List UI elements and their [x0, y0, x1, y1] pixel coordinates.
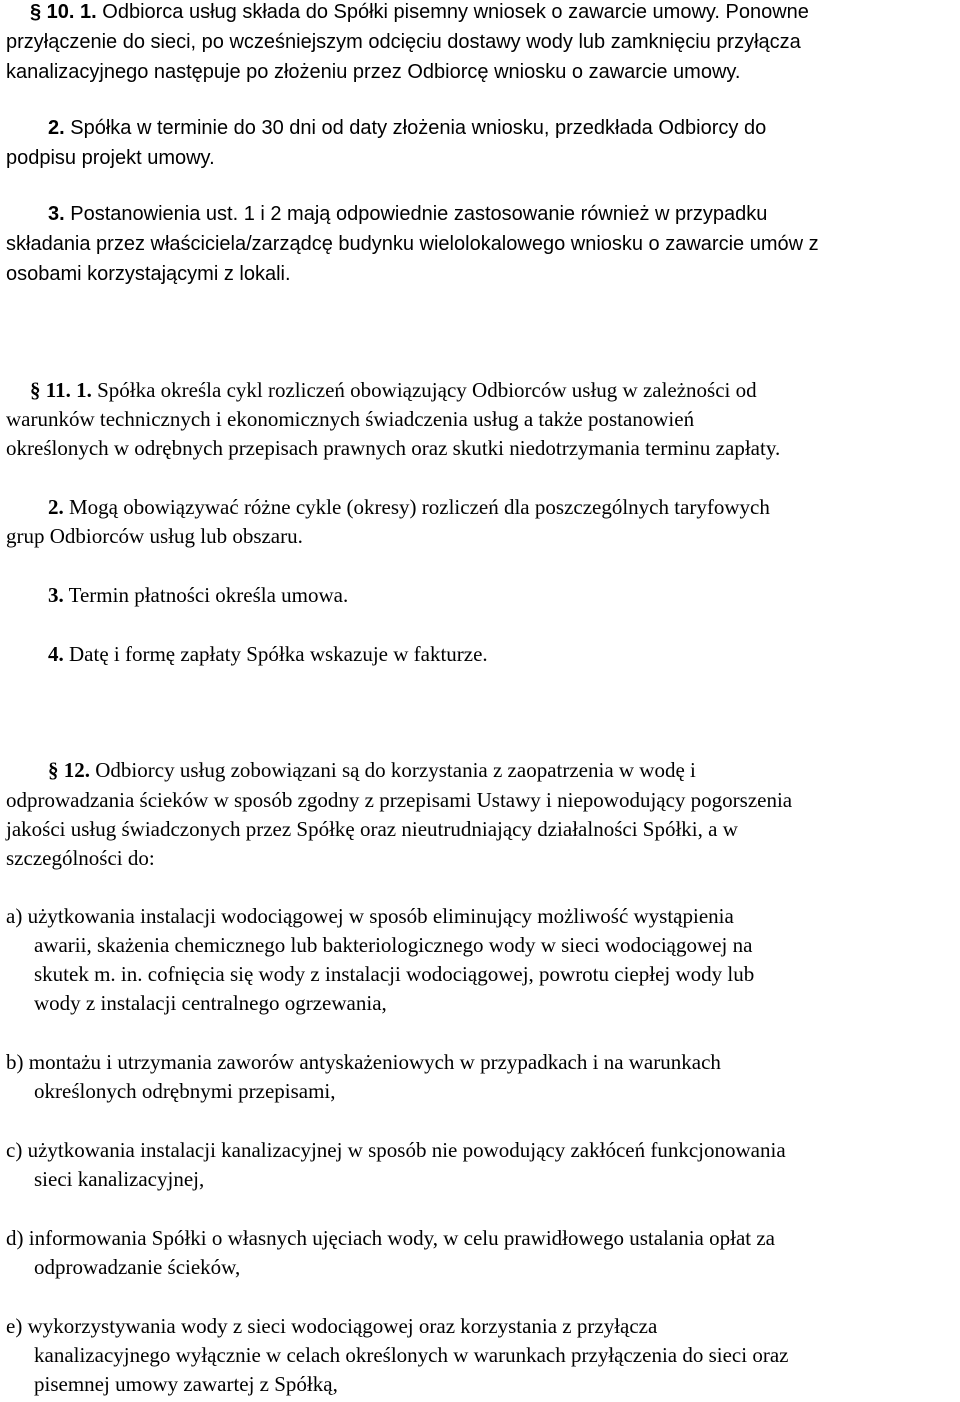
s12-item-e-line2: kanalizacyjnego wyłącznie w celach określonych w warunkach przyłączenia do sieci oraz [34, 1343, 789, 1367]
s11-p2-number: 2. [48, 495, 64, 519]
s12-item-d-line2: odprowadzanie ścieków, [34, 1255, 241, 1279]
s12-number: § 12. [48, 758, 90, 782]
s12-item-e-line3: pisemnej umowy zawartej z Spółką, [34, 1372, 338, 1396]
s11-p2-line2: grup Odbiorców usług lub obszaru. [6, 524, 303, 548]
s12-item-c-line2: sieci kanalizacyjnej, [34, 1167, 205, 1191]
s10-p3-text1: Postanowienia ust. 1 i 2 mają odpowiednie zastosowanie również w przypadku [70, 203, 768, 225]
s11-p2-line1 [48, 493, 770, 522]
s10-p3-line1 [48, 200, 767, 229]
s12-item-a-line2: awarii, skażenia chemicznego lub bakteriologicznego wody w sieci wodociągowej na [34, 933, 753, 957]
s12-text1: Odbiorcy usług zobowiązani są do korzystania z zaopatrzenia w wodę i [95, 758, 696, 782]
s11-p2-text1: Mogą obowiązywać różne cykle (okresy) rozliczeń dla poszczególnych taryfowych [69, 495, 770, 519]
s10-p2-line1 [48, 114, 766, 143]
s12-line3: jakości usług świadczonych przez Spółkę oraz nieutrudniający działalności Spółki, a w [6, 817, 738, 841]
s10-p3-number: 3. [48, 203, 65, 225]
s11-p4-text1: Datę i formę zapłaty Spółka wskazuje w fakturze. [69, 642, 488, 666]
s10-p1-text1: Odbiorca usług składa do Spółki pisemny wniosek o zawarcie umowy. Ponowne [102, 1, 809, 23]
s10-p3-line2: składania przez właściciela/zarządcę budynku wielolokalowego wniosku o zawarcie umów z [6, 233, 819, 255]
s11-p1-line3: określonych w odrębnych przepisach prawnych oraz skutki niedotrzymania terminu zapłaty. [6, 436, 781, 460]
s11-p1-line2: warunków technicznych i ekonomicznych świadczenia usług a także postanowień [6, 407, 695, 431]
s11-p3-text1: Termin płatności określa umowa. [68, 583, 349, 607]
s11-p3-line1 [48, 581, 348, 610]
s10-p1-line3: kanalizacyjnego następuje po złożeniu przez Odbiorcę wniosku o zawarcie umowy. [6, 61, 741, 83]
s12-line4: szczególności do: [6, 846, 155, 870]
s10-p2-text1: Spółka w terminie do 30 dni od daty złożenia wniosku, przedkłada Odbiorcy do [70, 117, 767, 139]
s12-item-d-line1: d) informowania Spółki o własnych ujęciach wody, w celu prawidłowego ustalania opłat za [6, 1226, 776, 1250]
s11-p4-number: 4. [48, 642, 64, 666]
s12-item-c-line1: c) użytkowania instalacji kanalizacyjnej w sposób nie powodujący zakłóceń funkcjonowania [6, 1138, 786, 1162]
s12-item-b-line1: b) montażu i utrzymania zaworów antyskażeniowych w przypadkach i na warunkach [6, 1050, 721, 1074]
s11-p1-number: § 11. 1. [30, 378, 92, 402]
s12-item-b-line2: określonych odrębnymi przepisami, [34, 1079, 336, 1103]
s10-p2-line2: podpisu projekt umowy. [6, 147, 215, 169]
s11-p1-text1: Spółka określa cykl rozliczeń obowiązujący Odbiorców usług w zależności od [97, 378, 757, 402]
s11-p3-number: 3. [48, 583, 64, 607]
s10-p1-line2: przyłączenie do sieci, po wcześniejszym odcięciu dostawy wody lub zamknięciu przyłącza [6, 31, 801, 53]
s11-p1-line1 [30, 376, 757, 405]
s10-p3-line3: osobami korzystającymi z lokali. [6, 263, 291, 285]
s10-p1-number: § 10. 1. [30, 1, 97, 23]
s12-line2: odprowadzania ścieków w sposób zgodny z przepisami Ustawy i niepowodujący pogorszenia [6, 788, 793, 812]
s12-item-a-line4: wody z instalacji centralnego ogrzewania, [34, 991, 387, 1015]
s12-line1 [48, 756, 696, 785]
s12-item-e-line1: e) wykorzystywania wody z sieci wodociągowej oraz korzystania z przyłącza [6, 1314, 658, 1338]
s10-p1-line1 [30, 0, 809, 27]
s11-p4-line1 [48, 640, 488, 669]
s12-item-a-line1: a) użytkowania instalacji wodociągowej w sposób eliminujący możliwość wystąpienia [6, 904, 734, 928]
s12-item-a-line3: skutek m. in. cofnięcia się wody z instalacji wodociągowej, powrotu ciepłej wody lub [34, 962, 755, 986]
s10-p2-number: 2. [48, 117, 65, 139]
